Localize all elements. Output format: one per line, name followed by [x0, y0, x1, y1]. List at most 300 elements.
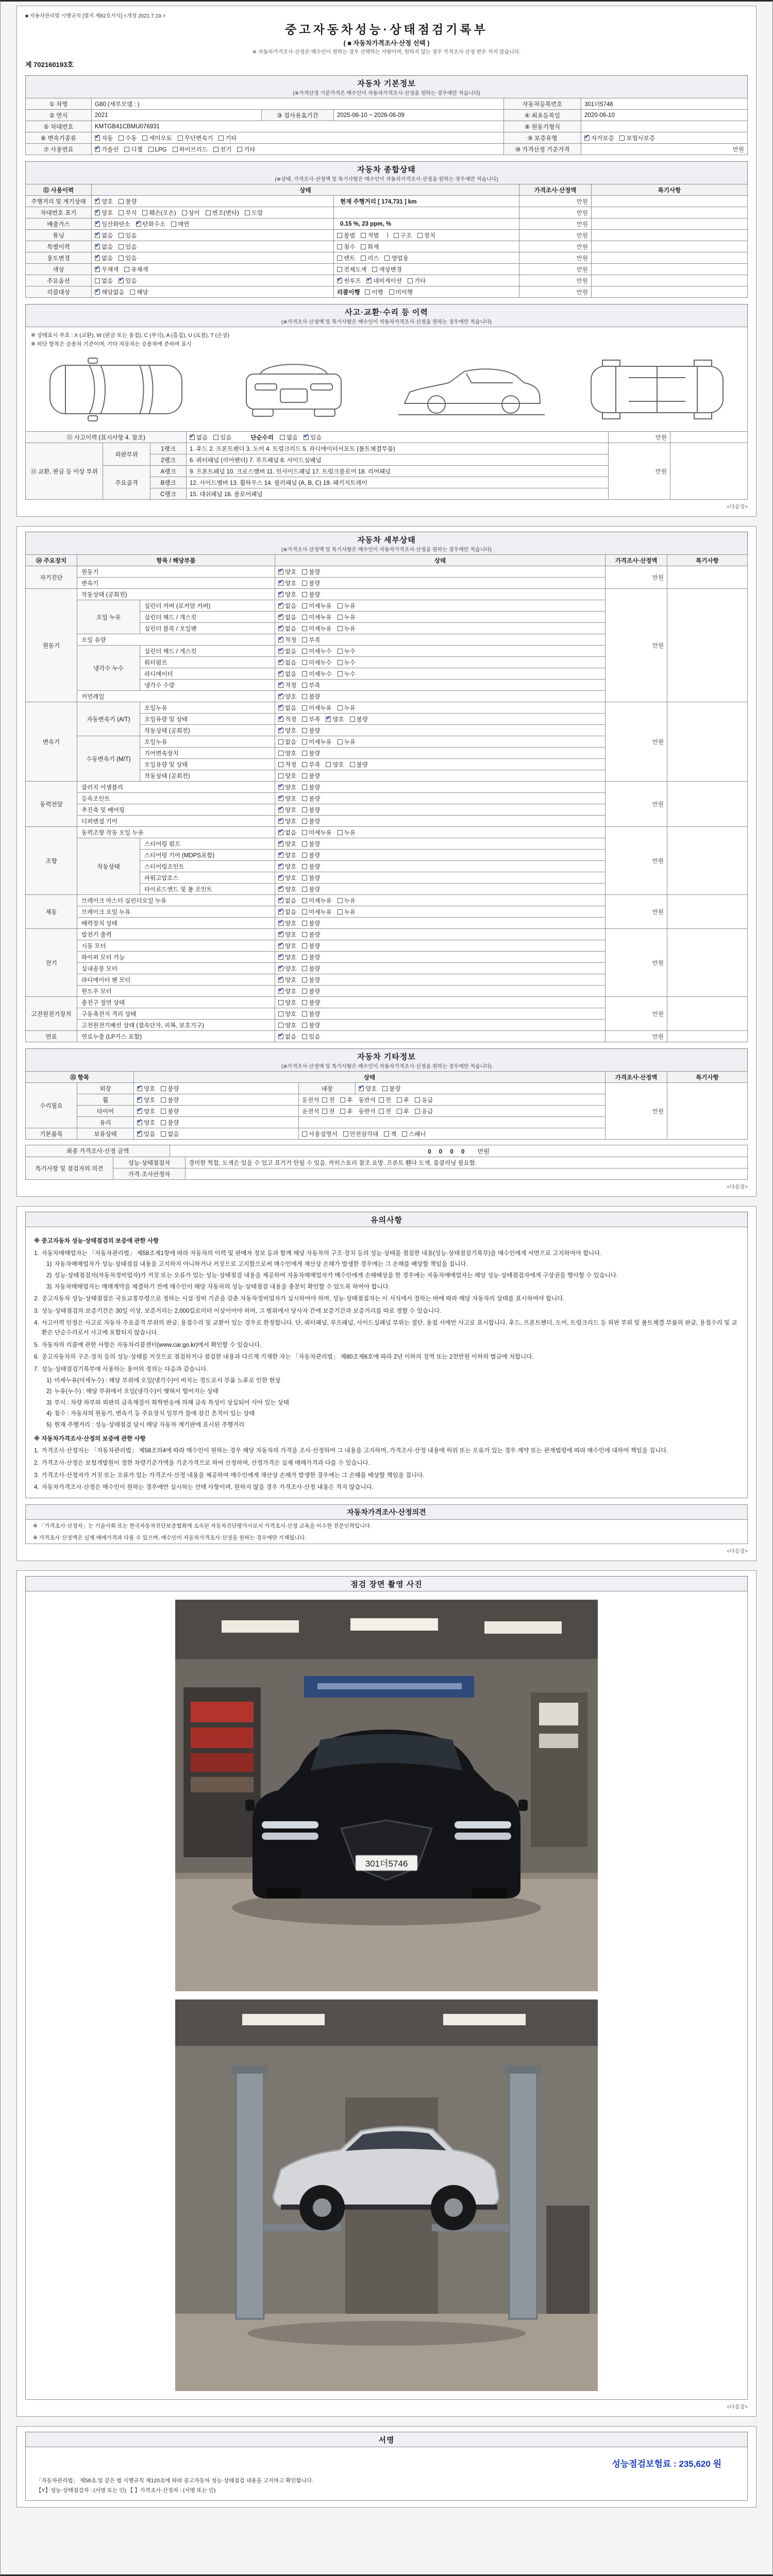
checkbox-label: 누수	[344, 659, 356, 666]
checkbox-불량[interactable]	[302, 806, 320, 814]
checkbox-전체도색[interactable]	[337, 265, 366, 274]
checkbox-icon	[302, 705, 307, 710]
checkbox-불량[interactable]	[350, 715, 368, 723]
state-cell	[92, 286, 334, 298]
checkbox-세미오토[interactable]	[142, 134, 172, 142]
checkbox-양호[interactable]	[278, 806, 296, 814]
checkbox-불량[interactable]	[302, 783, 320, 791]
checkbox-응급[interactable]	[415, 1107, 433, 1115]
checkbox-없음[interactable]	[278, 738, 296, 746]
checkbox-자가보증[interactable]	[584, 134, 614, 142]
checkbox-label: 불량	[309, 727, 321, 734]
checkbox-해당없음[interactable]	[95, 288, 124, 296]
checkbox-불량[interactable]	[302, 851, 320, 859]
checkbox-구조[interactable]	[394, 231, 412, 240]
device-label: 원동기	[26, 589, 77, 702]
checkbox-group	[278, 909, 361, 916]
item-label: 유리	[77, 1117, 134, 1128]
checkbox-불량[interactable]	[302, 749, 320, 757]
checkbox-양호[interactable]	[278, 987, 296, 995]
checkbox-없음[interactable]	[278, 613, 296, 621]
state-cell	[275, 759, 606, 770]
checkbox-icon	[171, 222, 176, 227]
checkbox-있음[interactable]	[304, 433, 322, 442]
accident-history-state	[187, 432, 609, 443]
checkbox-icon	[302, 1000, 307, 1005]
checkbox-적정[interactable]	[278, 715, 296, 723]
checkbox-label: 불량	[309, 999, 321, 1006]
notice-number: 3.	[34, 1472, 39, 1479]
checkbox-없음[interactable]	[278, 658, 296, 667]
checkbox-label: 양호	[285, 988, 297, 995]
state-cell	[275, 1008, 606, 1020]
checkbox-후[interactable]	[340, 1096, 352, 1104]
notice-item	[34, 1409, 739, 1419]
checkbox-불량[interactable]	[302, 1021, 320, 1029]
checkbox-불량[interactable]	[350, 760, 368, 769]
checkbox-없음[interactable]	[280, 433, 298, 442]
checkbox-미세누유[interactable]	[302, 613, 331, 621]
checkbox-양호[interactable]	[278, 976, 296, 984]
checkbox-잭[interactable]	[384, 1130, 396, 1138]
checkbox-양호[interactable]	[278, 726, 296, 735]
checkbox-불량[interactable]	[302, 579, 320, 587]
use-item-label: 차대번호 표기	[26, 207, 92, 218]
lift-post-right	[509, 2072, 537, 2319]
checkbox-icon	[338, 615, 343, 620]
checkbox-누유[interactable]	[338, 908, 356, 916]
checkbox-label: 불량	[309, 693, 321, 700]
checkbox-label: 불량	[309, 943, 321, 950]
next-page-marker: <다음장>	[727, 1548, 748, 1554]
checkbox-부족[interactable]	[302, 681, 320, 689]
checkbox-양호[interactable]	[137, 1107, 155, 1115]
checkbox-불량[interactable]	[302, 987, 320, 995]
checkbox-화재[interactable]	[361, 243, 379, 251]
page-4	[16, 1570, 757, 2417]
item-label: 원동기	[77, 566, 275, 578]
checkbox-누유[interactable]	[338, 828, 356, 837]
checkbox-하이브리드[interactable]	[173, 145, 208, 154]
checkbox-탄화수소[interactable]	[136, 220, 165, 228]
checkbox-변조(변타)[interactable]	[206, 209, 239, 217]
checkbox-양호[interactable]	[278, 874, 296, 882]
checkbox-불량[interactable]	[119, 197, 137, 206]
checkbox-양호[interactable]	[278, 749, 296, 757]
checkbox-불량[interactable]	[302, 692, 320, 701]
checkbox-양호[interactable]	[278, 862, 296, 871]
checkbox-해당[interactable]	[130, 288, 148, 296]
checkbox-응급[interactable]	[415, 1096, 433, 1104]
checkbox-안전삼각대[interactable]	[343, 1130, 379, 1138]
item-label: 오일유량 및 상태	[140, 714, 275, 725]
checkbox-누유[interactable]	[338, 738, 356, 746]
checkbox-디젤[interactable]	[124, 145, 142, 154]
checkbox-label: 후	[347, 1108, 353, 1115]
checkbox-썬루프[interactable]	[337, 277, 361, 285]
checkbox-불량[interactable]	[302, 590, 320, 599]
checkbox-유채색[interactable]	[124, 265, 148, 274]
notice-heading: ※ 자동차가격조사·산정의 보증에 관한 사항	[34, 1435, 146, 1442]
checkbox-양호[interactable]	[95, 209, 113, 217]
checkbox-양호[interactable]	[359, 1084, 377, 1093]
checkbox-미세누유[interactable]	[302, 624, 331, 633]
checkbox-불량[interactable]	[302, 885, 320, 893]
page-1	[16, 6, 757, 517]
checkbox-group	[278, 955, 326, 961]
checkbox-누유[interactable]	[338, 602, 356, 610]
checkbox-불량[interactable]	[302, 964, 320, 973]
checkbox-icon	[326, 762, 331, 767]
checkbox-네비게이션[interactable]	[366, 277, 402, 285]
checkbox-미세누유[interactable]	[302, 704, 331, 712]
checkbox-양호[interactable]	[278, 568, 296, 576]
checkbox-없음[interactable]	[95, 243, 113, 251]
checkbox-icon	[350, 717, 355, 722]
checkbox-label: 누유	[344, 909, 356, 916]
checkbox-양호[interactable]	[278, 783, 296, 791]
checkbox-렌트[interactable]	[337, 254, 355, 262]
checkbox-icon	[302, 932, 307, 937]
checkbox-있음[interactable]	[119, 243, 137, 251]
checkbox-icon	[142, 135, 147, 141]
state-cell	[275, 1031, 606, 1042]
notice-item	[34, 1271, 739, 1281]
checkbox-없음[interactable]	[278, 1032, 296, 1041]
checkbox-group	[278, 660, 361, 666]
checkbox-미세누유[interactable]	[302, 896, 331, 905]
checkbox-불량[interactable]	[302, 840, 320, 848]
checkbox-양호[interactable]	[326, 715, 344, 723]
checkbox-없음[interactable]	[95, 231, 113, 240]
checkbox-불량[interactable]	[302, 568, 320, 576]
checkbox-부족[interactable]	[302, 636, 320, 644]
checkbox-양호[interactable]	[95, 197, 113, 206]
checkbox-양호[interactable]	[278, 942, 296, 950]
checkbox-양호[interactable]	[278, 590, 296, 599]
checkbox-불량[interactable]	[302, 726, 320, 735]
checkbox-불량[interactable]	[302, 998, 320, 1007]
checkbox-불량[interactable]	[161, 1107, 179, 1115]
item-label: 스티어링 펌프	[140, 838, 275, 850]
checkbox-불량[interactable]	[161, 1084, 179, 1093]
checkbox-label: 양호	[285, 807, 297, 814]
checkbox-양호[interactable]	[278, 964, 296, 973]
checkbox-매연[interactable]	[171, 220, 189, 228]
checkbox-없음[interactable]	[278, 624, 296, 633]
rank-items: 9. 프론트패널 10. 크로스멤버 11. 인사이드패널 17. 트렁크플로어 18. 리어패널	[187, 466, 609, 477]
checkbox-없음[interactable]	[278, 647, 296, 655]
item-label: 구동축전지 격리 상태	[77, 1008, 275, 1020]
checkbox-리스[interactable]	[361, 254, 379, 262]
checkbox-양호[interactable]	[278, 817, 296, 825]
checkbox-가솔린[interactable]	[95, 145, 119, 154]
checkbox-label: 미세누유	[309, 705, 332, 711]
section-detail-note: (※가격조사·산정액 및 특기사항은 매수인이 자동차가격조사·산정을 원하는 경우에만 적습니다)	[281, 547, 492, 553]
checkbox-무단변속기[interactable]	[178, 134, 213, 142]
checkbox-불량[interactable]	[302, 772, 320, 780]
checkbox-label: 양호	[285, 841, 297, 848]
col-memo: 특기사항	[667, 555, 748, 566]
use-item-label: 색상	[26, 264, 92, 275]
checkbox-label: 양호	[144, 1108, 156, 1115]
checkbox-장치[interactable]	[417, 231, 435, 240]
checkbox-group	[137, 1097, 184, 1104]
checkbox-스패너[interactable]	[402, 1130, 426, 1138]
memo-cell	[667, 895, 748, 929]
group-label: 냉각수 누수	[77, 646, 140, 691]
checkbox-icon	[619, 135, 625, 141]
checkbox-양호[interactable]	[278, 885, 296, 893]
checkbox-자동[interactable]	[95, 134, 113, 142]
checkbox-양호[interactable]	[137, 1096, 155, 1104]
price-cell: 만원	[606, 1031, 667, 1042]
checkbox-불량[interactable]	[302, 817, 320, 825]
checkbox-무채색[interactable]	[95, 265, 119, 274]
checkbox-불량[interactable]	[302, 794, 320, 803]
price-cell: 만원	[519, 218, 592, 230]
checkbox-group	[278, 739, 361, 745]
checkbox-checked-icon	[278, 717, 283, 722]
checkbox-label: 양호	[285, 999, 297, 1006]
checkbox-불량[interactable]	[302, 930, 320, 939]
checkbox-불법[interactable]	[337, 231, 355, 240]
parts-label: ⑬ 교환, 판금 등 이상 부위	[26, 443, 103, 500]
checkbox-누유[interactable]	[338, 896, 356, 905]
price-opinion-box	[25, 1504, 748, 1544]
checkbox-보험사보증[interactable]	[619, 134, 655, 142]
checkbox-icon	[384, 1131, 389, 1137]
checkbox-label: 없음	[285, 829, 297, 836]
checkbox-group	[278, 581, 326, 587]
checkbox-없음[interactable]	[278, 602, 296, 610]
lift-post-left	[236, 2072, 264, 2319]
checkbox-checked-icon	[278, 921, 283, 926]
checkbox-적정[interactable]	[278, 636, 296, 644]
checkbox-불량[interactable]	[302, 942, 320, 950]
checkbox-사용설명서[interactable]	[302, 1130, 338, 1138]
checkbox-label: 누유	[344, 625, 356, 632]
checkbox-icon	[302, 807, 307, 812]
checkbox-icon	[365, 290, 370, 295]
checkbox-label: 적정	[285, 637, 297, 643]
rank-label: 2랭크	[150, 454, 187, 466]
checkbox-label: 양호	[285, 591, 297, 598]
checkbox-미세누유[interactable]	[302, 738, 331, 746]
checkbox-label: 불량	[309, 920, 321, 927]
checkbox-있음[interactable]	[213, 433, 231, 442]
checkbox-양호[interactable]	[278, 1010, 296, 1018]
checkbox-없음[interactable]	[278, 896, 296, 905]
checkbox-양호[interactable]	[137, 1118, 155, 1127]
checkbox-후[interactable]	[397, 1107, 409, 1115]
checkbox-icon	[302, 921, 307, 926]
checkbox-label: 양호	[285, 750, 297, 757]
checkbox-label: 양호	[285, 1022, 297, 1029]
checkbox-icon	[302, 977, 307, 982]
checkbox-적법[interactable]	[361, 231, 379, 240]
checkbox-기타[interactable]	[219, 134, 237, 142]
checkbox-양호[interactable]	[278, 851, 296, 859]
checkbox-불량[interactable]	[161, 1118, 179, 1127]
checkbox-label: 응급	[422, 1108, 433, 1115]
estimator-note	[186, 1168, 748, 1180]
extra-text: 현재 주행거리 [ 174,731 ] km	[340, 198, 417, 205]
final-price-unit: 만원	[477, 1147, 490, 1155]
checkbox-checked-icon	[278, 841, 283, 846]
checkbox-양호[interactable]	[137, 1084, 155, 1093]
checkbox-icon	[278, 739, 283, 744]
checkbox-적정[interactable]	[278, 760, 296, 769]
checkbox-label: 불량	[356, 761, 368, 768]
checkbox-불량[interactable]	[302, 976, 320, 984]
checkbox-누유[interactable]	[338, 624, 356, 633]
item-label: 내장	[299, 1083, 356, 1094]
checkbox-있음[interactable]	[119, 277, 137, 285]
checkbox-label: 불량	[309, 580, 321, 587]
checkbox-색상변경[interactable]	[372, 265, 401, 274]
estimator-label: 가격·조사산정자	[113, 1168, 186, 1180]
checkbox-label: 후	[347, 1097, 353, 1104]
checkbox-양호[interactable]	[278, 794, 296, 803]
checkbox-누유[interactable]	[338, 613, 356, 621]
checkbox-없음[interactable]	[95, 277, 113, 285]
checkbox-없음[interactable]	[278, 908, 296, 916]
checkbox-label: 일산화탄소	[102, 221, 130, 228]
checkbox-있음[interactable]	[137, 1130, 155, 1138]
notice-text: 자동차매매업자가 성능·상태점검 내용을 고지하지 아니하거나 거짓으로 고지함으로써 매수인에게 재산상 손해가 발생한 경우에는 그 손해를 배상할 책임을 집니다.	[54, 1261, 468, 1268]
checkbox-누수[interactable]	[338, 670, 356, 678]
checkbox-checked-icon	[278, 864, 283, 869]
checkbox-침수[interactable]	[337, 243, 355, 251]
checkbox-label: 양호	[332, 716, 344, 723]
checkbox-양호[interactable]	[278, 1021, 296, 1029]
checkbox-있음[interactable]	[119, 231, 137, 240]
device-label: 자기진단	[26, 566, 77, 589]
checkbox-영업용[interactable]	[384, 254, 408, 262]
checkbox-후[interactable]	[340, 1107, 352, 1115]
checkbox-불량[interactable]	[302, 1010, 320, 1018]
checkbox-전[interactable]	[379, 1096, 391, 1104]
signature-signers: 【Y】성능·상태점검자 : (서명 또는 인) 【 】가격조사·산정자 : (서명 또는 인)	[36, 2487, 216, 2494]
checkbox-checked-icon	[137, 1109, 142, 1114]
checkbox-전기[interactable]	[213, 145, 231, 154]
checkbox-label: 불량	[309, 784, 321, 791]
checkbox-있음[interactable]	[119, 254, 137, 262]
checkbox-없음[interactable]	[95, 254, 113, 262]
checkbox-누유[interactable]	[338, 704, 356, 712]
checkbox-양호[interactable]	[278, 692, 296, 701]
checkbox-불량[interactable]	[302, 874, 320, 882]
checkbox-누수[interactable]	[338, 658, 356, 667]
checkbox-상이[interactable]	[182, 209, 200, 217]
checkbox-없음[interactable]	[161, 1130, 179, 1138]
checkbox-부족[interactable]	[302, 715, 320, 723]
checkbox-전[interactable]	[379, 1107, 391, 1115]
checkbox-부식[interactable]	[119, 209, 137, 217]
state-cell	[92, 241, 334, 252]
item-label: 라디에이터	[140, 668, 275, 680]
checkbox-수동[interactable]	[119, 134, 137, 142]
checkbox-양호[interactable]	[278, 772, 296, 780]
checkbox-불량[interactable]	[302, 862, 320, 871]
checkbox-양호[interactable]	[278, 840, 296, 848]
checkbox-불량[interactable]	[302, 953, 320, 961]
checkbox-후[interactable]	[397, 1096, 409, 1104]
checkbox-미세누유[interactable]	[302, 828, 331, 837]
checkbox-group	[278, 943, 326, 950]
checkbox-전[interactable]	[322, 1096, 334, 1104]
checkbox-label: 불량	[389, 1086, 401, 1092]
checkbox-없음[interactable]	[190, 433, 208, 442]
state-cell	[134, 1128, 299, 1140]
checkbox-일산화탄소[interactable]	[95, 220, 130, 228]
checkbox-양호[interactable]	[278, 919, 296, 927]
checkbox-미세누유[interactable]	[302, 602, 331, 610]
checkbox-불량[interactable]	[382, 1084, 400, 1093]
checkbox-양호[interactable]	[278, 998, 296, 1007]
state-cell	[275, 748, 606, 759]
checkbox-없음[interactable]	[278, 828, 296, 837]
warranty-type-label: ⑨ 보증유형	[504, 132, 581, 144]
notice-item	[34, 1260, 739, 1269]
checkbox-누수[interactable]	[338, 647, 356, 655]
checkbox-미세누수[interactable]	[302, 647, 331, 655]
checkbox-불량[interactable]	[161, 1096, 179, 1104]
checkbox-전[interactable]	[322, 1107, 334, 1115]
checkbox-없음[interactable]	[278, 704, 296, 712]
state-cell	[275, 657, 606, 668]
checkbox-기타[interactable]	[237, 145, 255, 154]
checkbox-적정[interactable]	[278, 681, 296, 689]
checkbox-부족[interactable]	[302, 760, 320, 769]
checkbox-group	[278, 966, 326, 972]
checkbox-양호[interactable]	[326, 760, 344, 769]
state-cell	[134, 1094, 299, 1106]
checkbox-group	[278, 1011, 326, 1018]
memo-cell	[667, 782, 748, 827]
checkbox-label: 있음	[125, 255, 137, 262]
checkbox-양호[interactable]	[278, 579, 296, 587]
checkbox-미이행[interactable]	[389, 288, 413, 296]
checkbox-기타[interactable]	[408, 277, 426, 285]
checkbox-없음[interactable]	[278, 670, 296, 678]
state-cell	[275, 850, 606, 861]
checkbox-LPG[interactable]	[148, 147, 167, 153]
state-cell	[275, 646, 606, 657]
checkbox-불량[interactable]	[302, 919, 320, 927]
checkbox-양호[interactable]	[278, 930, 296, 939]
checkbox-label: 불량	[309, 852, 321, 859]
checkbox-label: 불량	[125, 198, 137, 205]
checkbox-label: 리스	[367, 255, 379, 262]
checkbox-icon	[302, 626, 307, 631]
checkbox-group	[278, 626, 361, 632]
checkbox-이행[interactable]	[365, 288, 383, 296]
state-cell	[275, 600, 606, 612]
checkbox-icon	[302, 671, 307, 676]
notice-number: 2)	[46, 1388, 52, 1395]
checkbox-미세누수[interactable]	[302, 658, 331, 667]
checkbox-양호[interactable]	[278, 953, 296, 961]
checkbox-미세누유[interactable]	[302, 908, 331, 916]
checkbox-도말[interactable]	[245, 209, 263, 217]
checkbox-checked-icon	[278, 694, 283, 699]
checkbox-label: 후	[404, 1097, 410, 1104]
checkbox-있음[interactable]	[302, 1032, 320, 1041]
checkbox-미세누수[interactable]	[302, 670, 331, 678]
checkbox-훼손(오손)[interactable]	[142, 209, 176, 217]
